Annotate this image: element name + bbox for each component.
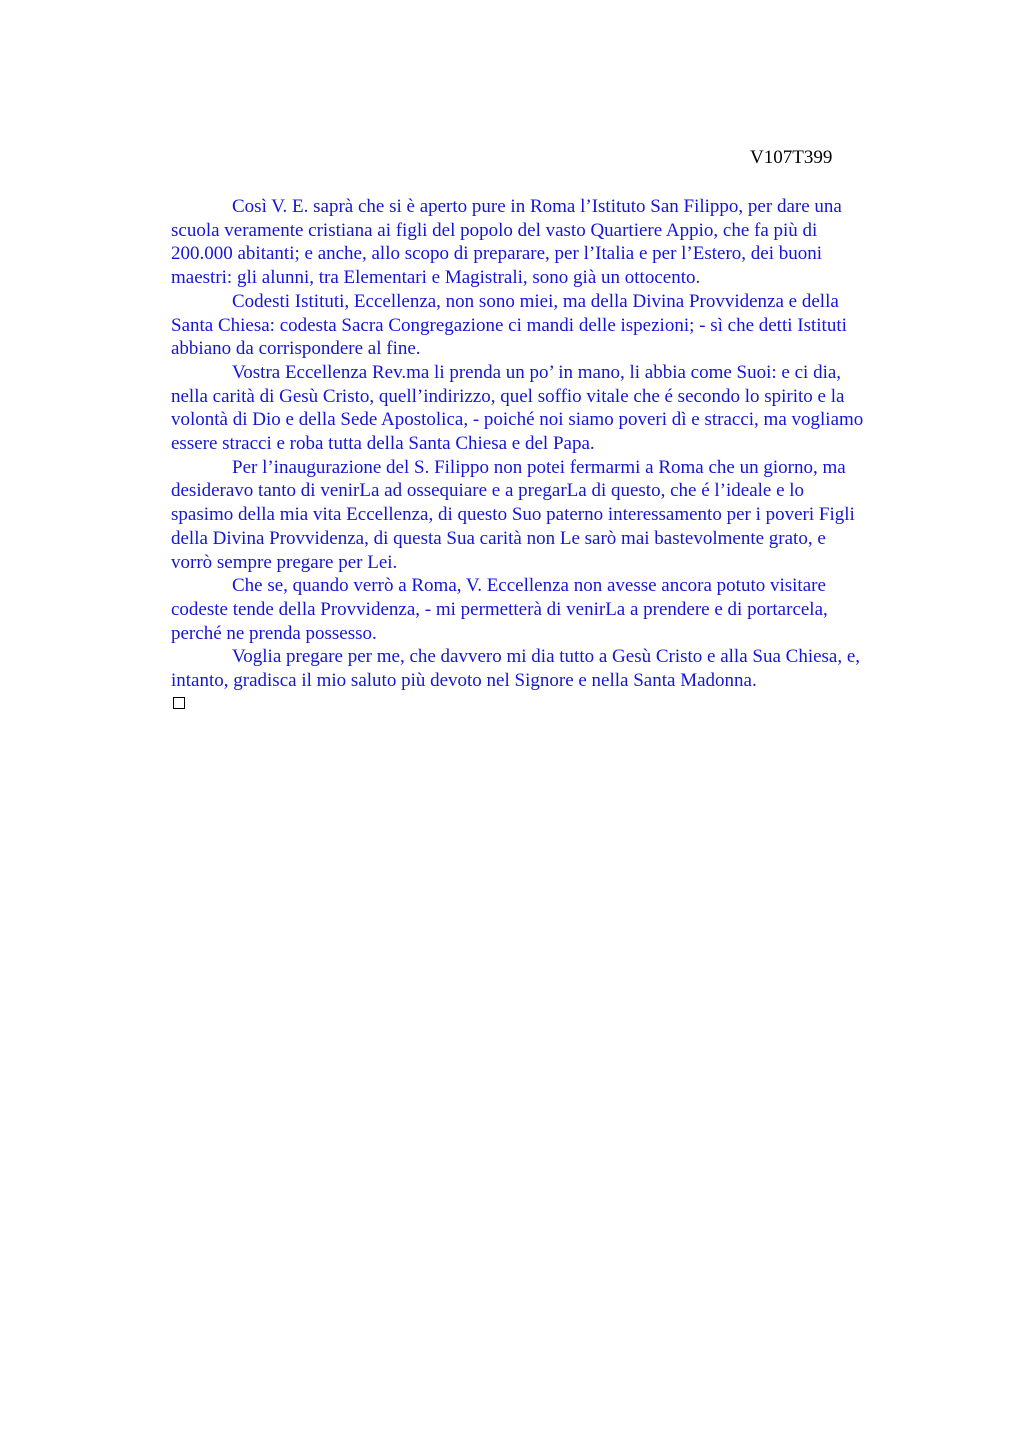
paragraph-4 — [171, 456, 931, 575]
text-line: Codesti Istituti, Eccellenza, non sono miei, ma della Divina Provvidenza e della — [232, 290, 839, 312]
paragraph-1 — [171, 195, 931, 290]
text-line: Voglia pregare per me, che davvero mi dia tutto a Gesù Cristo e alla Sua Chiesa, e, — [232, 646, 861, 668]
text-line: perché ne prenda possesso. — [171, 622, 377, 644]
document-id: V107T399 — [750, 147, 833, 168]
text-line: vorrò sempre pregare per Lei. — [171, 551, 398, 573]
text-line: Vostra Eccellenza Rev.ma li prenda un po’ in mano, li abbia come Suoi: e ci dia, — [232, 361, 842, 383]
text-line: Che se, quando verrò a Roma, V. Eccellenza non avesse ancora potuto visitare — [232, 575, 826, 597]
text-line: scuola veramente cristiana ai figli del popolo del vasto Quartiere Appio, che fa più di — [171, 219, 818, 241]
text-line: della Divina Provvidenza, di questa Sua carità non Le sarò mai bastevolmente grato, e — [171, 527, 826, 549]
square-outline-icon — [173, 697, 185, 709]
text-line: Così V. E. saprà che si è aperto pure in Roma l’Istituto San Filippo, per dare una — [232, 196, 842, 217]
text-line: spasimo della mia vita Eccellenza, di questo Suo paterno interessamento per i poveri Figli — [171, 504, 855, 526]
text-line: abbiano da corrispondere al fine. — [171, 338, 421, 360]
text-line: codeste tende della Provvidenza, - mi permetterà di venirLa a prendere e di portarcela, — [171, 598, 828, 620]
paragraph-5 — [171, 574, 931, 645]
text-line: Santa Chiesa: codesta Sacra Congregazione ci mandi delle ispezioni; - sì che detti Istituti — [171, 314, 847, 336]
text-line: intanto, gradisca il mio saluto più devoto nel Signore e nella Santa Madonna. — [171, 670, 757, 692]
text-line: volontà di Dio e della Sede Apostolica, - poiché noi siamo poveri dì e stracci, ma vogliamo — [171, 409, 864, 431]
text-line: Per l’inaugurazione del S. Filippo non potei fermarmi a Roma che un giorno, ma — [232, 456, 846, 478]
paragraph-2 — [171, 290, 931, 361]
paragraph-6 — [171, 645, 931, 692]
text-line: 200.000 abitanti; e anche, allo scopo di preparare, per l’Italia e per l’Estero, dei buoni — [171, 243, 823, 265]
letter-body — [171, 195, 931, 693]
text-line: essere stracci e roba tutta della Santa Chiesa e del Papa. — [171, 433, 595, 455]
paragraph-3 — [171, 361, 931, 456]
text-line: maestri: gli alunni, tra Elementari e Magistrali, sono già un ottocento. — [171, 267, 701, 289]
text-line: desideravo tanto di venirLa ad ossequiare e a pregarLa di questo, che é l’ideale e lo — [171, 480, 805, 502]
text-line: nella carità di Gesù Cristo, quell’indirizzo, quel soffio vitale che é secondo lo spirito e la — [171, 385, 845, 407]
